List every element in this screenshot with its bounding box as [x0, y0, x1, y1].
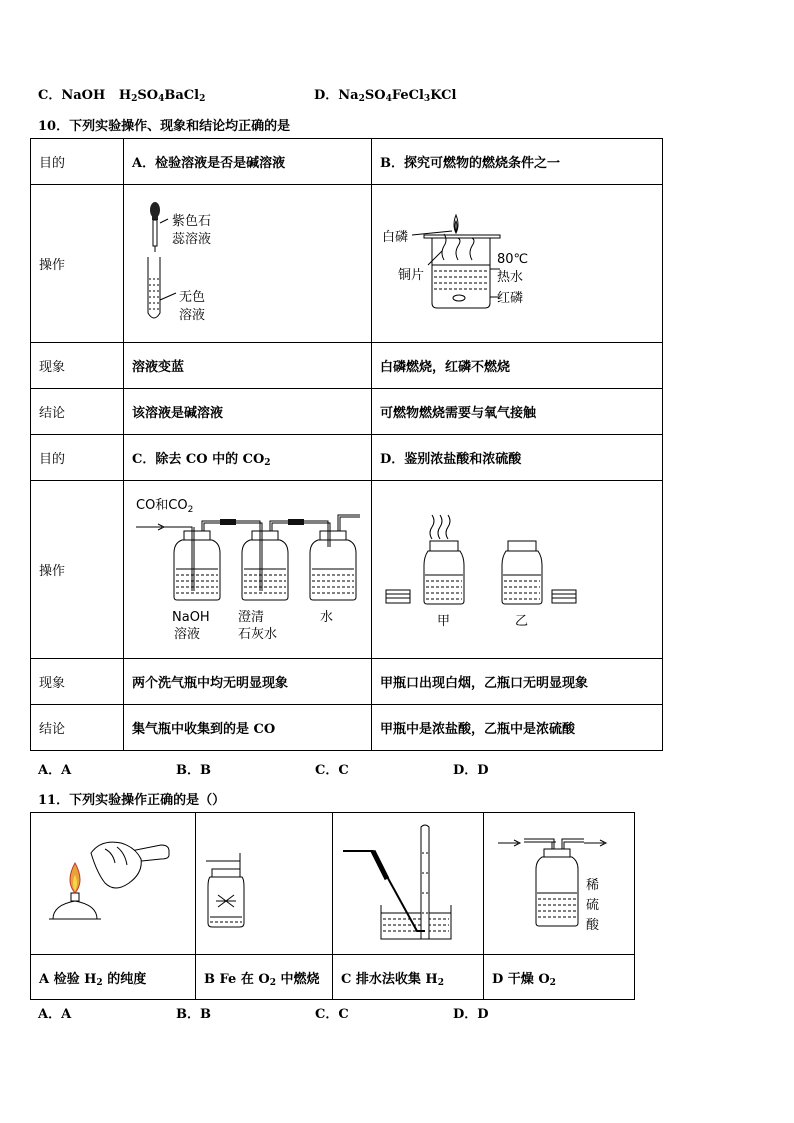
label-litmus-2: 蕊溶液 [172, 232, 212, 247]
water-collection-diagram [333, 813, 484, 950]
b-purpose: B．探究可燃物的燃烧条件之一 [372, 139, 663, 185]
q10-choice-d[interactable]: D．D [453, 763, 489, 778]
q11-caption-b: B Fe 在 $O_2$ 中燃烧 [196, 955, 333, 1000]
label-water: 水 [320, 610, 334, 625]
formula-part: KCl [430, 88, 457, 103]
formula-sub: 4 [385, 94, 392, 104]
label-limewater-1: 澄清 [238, 610, 265, 625]
a-phenomenon: 溶液变蓝 [124, 343, 372, 389]
q11-d-cell [484, 813, 635, 955]
a-operation-cell [124, 185, 372, 343]
q11-caption-c: C 排水法收集 $H_2$ [333, 955, 484, 1000]
option-c-prefix: C．NaOH [38, 88, 106, 103]
formula-part: H [118, 88, 132, 103]
formula-part: SO [137, 88, 159, 103]
formula-sub: 4 [158, 94, 165, 104]
formula-part: SO [364, 88, 386, 103]
option-d-line [314, 84, 456, 103]
c-purpose-text: C．除去 CO 中的 CO [132, 452, 265, 467]
label-colorless-2: 溶液 [179, 308, 206, 323]
a-conclusion: 该溶液是碱溶液 [124, 389, 372, 435]
label-red-phosphorus: 红磷 [497, 291, 524, 306]
q11-choice-b[interactable]: B．B [176, 1007, 211, 1022]
q10-stem: 10．下列实验操作、现象和结论均正确的是 [38, 119, 291, 134]
q10-table [30, 138, 663, 751]
fe-burning-diagram [196, 813, 333, 950]
formula-part: BaCl [164, 88, 200, 103]
b-phenomenon: 白磷燃烧，红磷不燃烧 [372, 343, 663, 389]
formula-sub: 2 [199, 94, 206, 104]
row-label-conclusion: 结论 [31, 389, 124, 435]
row-label-operation: 操作 [31, 185, 124, 343]
o2-drying-diagram [484, 813, 635, 950]
q11-b-cell [196, 813, 333, 955]
row-label-phenomenon-2: 现象 [31, 659, 124, 705]
option-c-line [38, 84, 205, 103]
q10-choice-b[interactable]: B．B [176, 763, 211, 778]
label-hot-water: 热水 [497, 270, 524, 285]
q11-c-cell [333, 813, 484, 955]
b-conclusion: 可燃物燃烧需要与氧气接触 [372, 389, 663, 435]
phosphorus-beaker-diagram [372, 185, 663, 342]
label-temp: 80℃ [497, 252, 529, 267]
label-yi: 乙 [515, 614, 529, 629]
c-purpose [124, 435, 372, 481]
row-label-operation-2: 操作 [31, 481, 124, 659]
label-naoh-1: NaOH [172, 610, 210, 625]
option-d-prefix: D．Na [314, 88, 359, 103]
formula-sub: 2 [358, 94, 365, 104]
wash-bottles-diagram [124, 481, 372, 658]
a-purpose: A．检验溶液是否是碱溶液 [124, 139, 372, 185]
q11-choice-d[interactable]: D．D [453, 1007, 489, 1022]
q11-choice-c[interactable]: C．C [315, 1007, 349, 1022]
c-purpose-sub: 2 [264, 458, 271, 468]
label-dilute-2: 硫 [586, 898, 600, 913]
label-dilute-3: 酸 [586, 918, 600, 933]
q11-caption-a: A 检验 $H_2$ 的纯度 [31, 955, 196, 1000]
d-purpose: D．鉴别浓盐酸和浓硫酸 [372, 435, 663, 481]
dropper-testtube-diagram [124, 185, 372, 342]
q11-table [30, 812, 635, 1000]
formula-sub: 3 [423, 94, 431, 104]
formula-part: FeCl [391, 88, 424, 103]
row-label-phenomenon: 现象 [31, 343, 124, 389]
label-dilute-1: 稀 [586, 878, 600, 893]
row-label-purpose: 目的 [31, 139, 124, 185]
q11-a-cell [31, 813, 196, 955]
c-conclusion: 集气瓶中收集到的是 CO [124, 705, 372, 751]
q11-choice-a[interactable]: A．A [38, 1007, 72, 1022]
q11-stem: 11．下列实验操作正确的是（） [38, 793, 226, 808]
q11-caption-d: D 干燥 $O_2$ [484, 955, 635, 1000]
acid-bottles-diagram [372, 481, 663, 658]
row-label-conclusion-2: 结论 [31, 705, 124, 751]
label-jia: 甲 [437, 614, 451, 629]
c-phenomenon: 两个洗气瓶中均无明显现象 [124, 659, 372, 705]
b-operation-cell [372, 185, 663, 343]
q10-choice-a[interactable]: A．A [38, 763, 72, 778]
label-naoh-2: 溶液 [174, 627, 201, 642]
label-litmus-1: 紫色石 [172, 214, 212, 229]
row-label-purpose-2: 目的 [31, 435, 124, 481]
d-operation-cell [372, 481, 663, 659]
q10-choice-c[interactable]: C．C [315, 763, 349, 778]
d-conclusion: 甲瓶中是浓盐酸，乙瓶中是浓硫酸 [372, 705, 663, 751]
label-copper: 铜片 [398, 268, 425, 283]
label-gas-in: CO和$CO_2$ [136, 498, 194, 515]
label-colorless-1: 无色 [179, 290, 206, 305]
d-phenomenon: 甲瓶口出现白烟，乙瓶口无明显现象 [372, 659, 663, 705]
label-white-phosphorus: 白磷 [382, 230, 409, 245]
h2-purity-test-diagram [31, 813, 196, 950]
formula-sub: 2 [131, 94, 138, 104]
label-limewater-2: 石灰水 [238, 627, 278, 642]
c-operation-cell [124, 481, 372, 659]
